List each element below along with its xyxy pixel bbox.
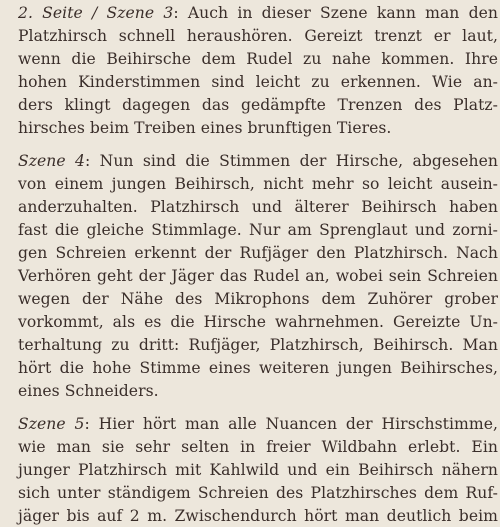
text-line: eines Schneiders. — [18, 382, 159, 400]
line-text: : Nun sind die Stimmen der Hirsche, abgesehen — [84, 152, 498, 170]
text-line: wegen der Nähe des Mikrophons dem Zuhörer grober — [18, 290, 498, 308]
scene-heading: Szene 4 — [18, 152, 85, 170]
text-line: hohen Kinderstimmen sind leicht zu erkennen. Wie an- — [18, 73, 498, 91]
text-line: wie man sie sehr selten in freier Wildbahn erlebt. Ein — [18, 438, 498, 456]
line-text: : Auch in dieser Szene kann man den — [173, 4, 498, 22]
text-line: hört die hohe Stimme eines weiteren jungen Beihirsches, — [18, 359, 498, 377]
text-line: Verhören geht der Jäger das Rudel an, wobei sein Schreien — [18, 267, 498, 285]
text-line — [18, 2, 498, 24]
text-line: wenn die Beihirsche dem Rudel zu nahe kommen. Ihre — [18, 50, 498, 68]
scene-heading: Szene 5 — [18, 415, 85, 433]
text-line: fast die gleiche Stimmlage. Nur am Sprenglaut und zorni- — [18, 221, 498, 239]
scene-heading: 2. Seite / Szene 3 — [18, 4, 174, 22]
text-line — [18, 413, 498, 435]
text-line: vorkommt, als es die Hirsche wahrnehmen. Gereizte Un- — [18, 313, 498, 331]
text-line: sich unter ständigem Schreien des Platzhirsches dem Ruf- — [18, 484, 498, 502]
text-line: anderzuhalten. Platzhirsch und älterer Beihirsch haben — [18, 198, 498, 216]
text-line: ders klingt dagegen das gedämpfte Trenzen des Platz- — [18, 96, 498, 114]
text-line: junger Platzhirsch mit Kahlwild und ein Beihirsch nähern — [18, 461, 498, 479]
text-line: terhaltung zu dritt: Rufjäger, Platzhirsch, Beihirsch. Man — [18, 336, 498, 354]
text-line: von einem jungen Beihirsch, nicht mehr so leicht ausein- — [18, 175, 498, 193]
text-line: Platzhirsch schnell heraushören. Gereizt trenzt er laut, — [18, 27, 498, 45]
line-text: : Hier hört man alle Nuancen der Hirschstimme, — [84, 415, 498, 433]
text-line: jäger bis auf 2 m. Zwischendurch hört man deutlich beim — [18, 507, 498, 525]
text-line — [18, 150, 498, 172]
text-line: gen Schreien erkennt der Rufjäger den Platzhirsch. Nach — [18, 244, 498, 262]
text-line: hirsches beim Treiben eines brunftigen Tieres. — [18, 119, 392, 137]
